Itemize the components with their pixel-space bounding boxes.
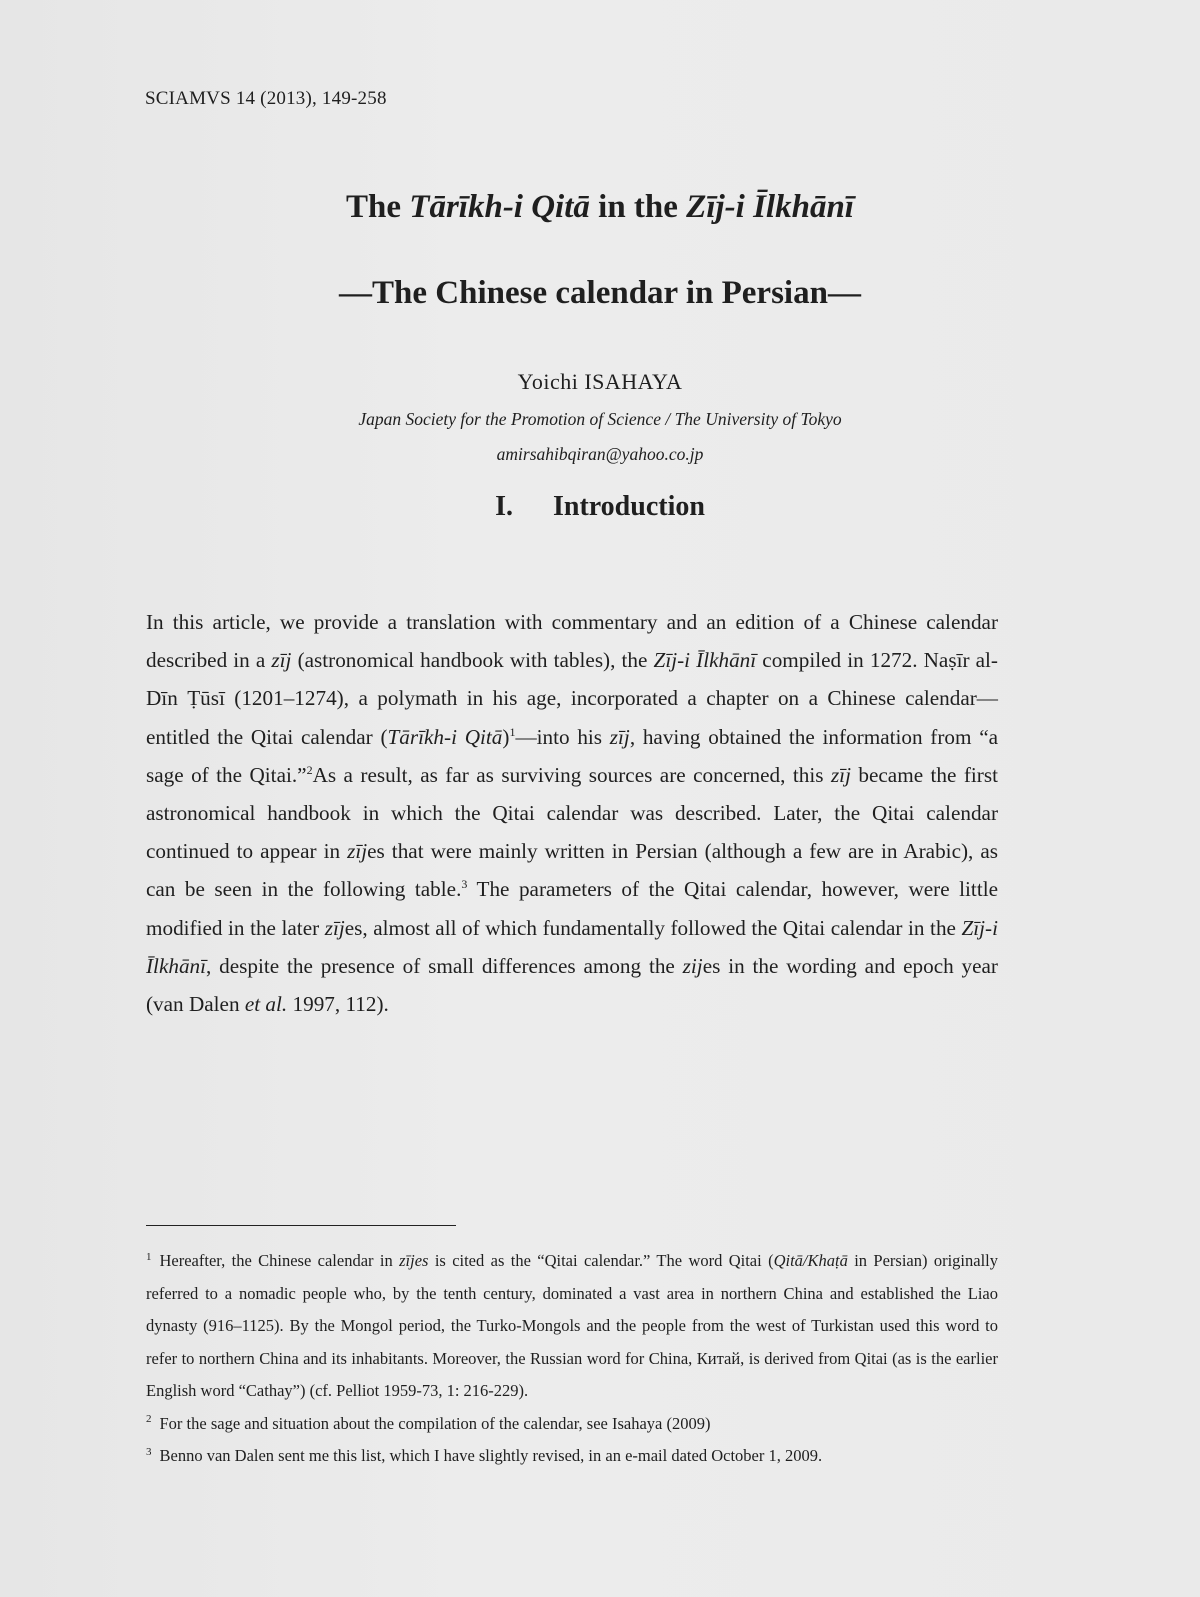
body-text-run: es, almost all of which fundamentally followed the Qitai calendar in the xyxy=(344,915,962,940)
section-heading xyxy=(0,491,1200,523)
footnote-divider xyxy=(146,1225,456,1226)
body-text-run: became the first astronomical handbook in which the Qitai calendar was described. Later, the Qitai calendar continued to appear in xyxy=(146,762,998,864)
footnote-ref-1[interactable]: 1 xyxy=(509,724,516,739)
body-text-run: —into his xyxy=(515,724,610,749)
footnote-text: in Persian) originally referred to a nomadic people who, by the tenth century, dominated a vast area in northern China and established the Liao dynasty (916–1125). By the Mongol period, the Turko-Mongols and the people from the west of Turkistan used this word to refer to northern China and its inhabitants. Moreover, the Russian word for China, Китай, is derived from Qitai (as is the earlier English word “Cathay”) (cf. Pelliot 1959-73, 1: 216-229). xyxy=(146,1251,999,1400)
body-italic: Tārīkh-i Qitā xyxy=(387,724,503,749)
footnote-text: is cited as the “Qitai calendar.” The word Qitai ( xyxy=(428,1251,774,1270)
body-italic: zij xyxy=(682,953,703,978)
body-italic: zīj xyxy=(830,762,851,787)
footnote-italic: zījes xyxy=(399,1251,429,1270)
section-number: I. xyxy=(495,491,513,523)
body-italic: Zīj-i Īlkhānī xyxy=(653,648,757,673)
title-italic-tarikh: Tārīkh-i Qitā xyxy=(409,189,590,225)
body-text-run: (astronomical handbook with tables), the xyxy=(291,648,654,673)
title-text: in the xyxy=(589,189,687,225)
body-text-run: es in the wording and epoch year (van Dalen xyxy=(146,953,998,1017)
body-italic: zīj xyxy=(324,915,345,940)
body-text-run: , having obtained the information from “a sage of the Qitai.” xyxy=(146,724,999,787)
title-text: The xyxy=(346,189,410,225)
body-text-run: compiled in 1272. Naṣīr al-Dīn Ṭūsī (1201–1274), a polymath in his age, incorporated a chapter on a Chinese calendar—entitled the Qitai calendar ( xyxy=(146,648,998,749)
footnote-text: For the sage and situation about the compilation of the calendar, see Isahaya (2009) xyxy=(159,1413,711,1433)
author-affiliation: Japan Society for the Promotion of Science / The University of Tokyo xyxy=(358,409,842,430)
body-text-run: , despite the presence of small differences among the xyxy=(206,953,683,978)
body-text-run: ) xyxy=(502,724,510,749)
body-text-run: In this article, we provide a translation with commentary and an edition of a Chinese calendar described in a xyxy=(146,610,998,673)
footnote-ref-3[interactable]: 3 xyxy=(461,877,468,892)
footnote-mark: 2 xyxy=(146,1413,152,1425)
body-text-run: es that were mainly written in Persian (although a few are in Arabic), as can be seen in the following table. xyxy=(146,839,999,902)
body-text-run: The parameters of the Qitai calendar, however, were little modified in the later xyxy=(146,877,998,940)
body-text-run: 1997, 112). xyxy=(287,992,389,1017)
footnote-2 xyxy=(146,1408,998,1441)
author-name: Yoichi ISAHAYA xyxy=(517,369,683,395)
footnote-1 xyxy=(146,1245,998,1408)
footnote-mark: 3 xyxy=(146,1445,152,1458)
body-text-run: As a result, as far as surviving sources are concerned, this xyxy=(312,762,831,787)
footnote-3 xyxy=(146,1440,998,1473)
running-head: SCIAMVS 14 (2013), 149-258 xyxy=(145,88,387,109)
body-italic: zīj xyxy=(271,648,292,673)
body-italic: zīj xyxy=(609,724,630,749)
paper-subtitle: —The Chinese calendar in Persian— xyxy=(339,274,861,311)
footnote-ref-2[interactable]: 2 xyxy=(306,762,313,777)
title-italic-zij: Zīj-i Īlkhānī xyxy=(686,189,854,225)
footnote-text: Hereafter, the Chinese calendar in xyxy=(159,1251,400,1270)
author-email: amirsahibqiran@yahoo.co.jp xyxy=(496,444,704,465)
body-italic: Zīj-i Īlkhānī xyxy=(146,915,998,978)
intro-paragraph xyxy=(146,603,998,1023)
body-italic: et al. xyxy=(244,992,288,1017)
body-italic: zīj xyxy=(347,839,368,864)
footnote-italic: Qitā/Khaṭā xyxy=(773,1251,848,1270)
footnote-mark: 1 xyxy=(146,1250,152,1263)
section-title: Introduction xyxy=(552,491,705,523)
paper-title xyxy=(0,188,1200,228)
footnote-text: Benno van Dalen sent me this list, which I have slightly revised, in an e-mail dated October 1, 2009. xyxy=(159,1446,823,1465)
footnotes xyxy=(146,1245,998,1473)
title-block xyxy=(0,188,1200,523)
